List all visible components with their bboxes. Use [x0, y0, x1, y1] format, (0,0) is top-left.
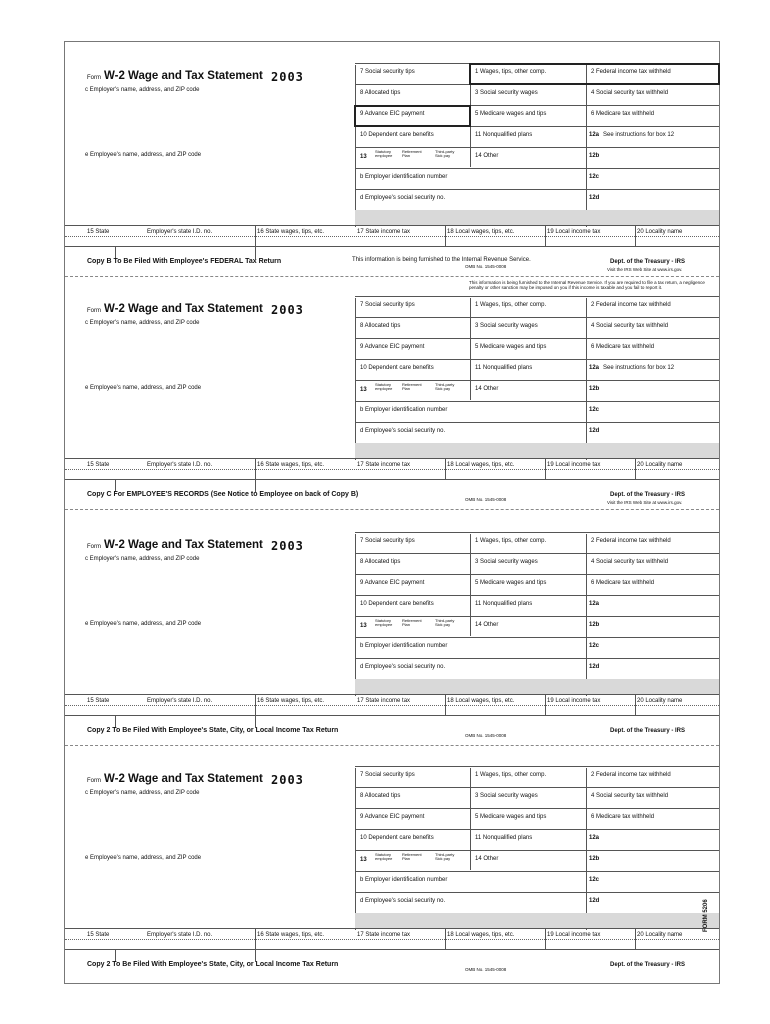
employer-ein-label: b Employer identification number [360, 877, 448, 883]
box5-label: 5 Medicare wages and tips [475, 814, 547, 820]
box1-label: 1 Wages, tips, other comp. [475, 772, 547, 778]
employer-name-label: c Employer's name, address, and ZIP code [85, 790, 200, 796]
box14-label: 14 Other [475, 856, 499, 862]
box10-input[interactable] [360, 139, 465, 146]
employer-name-field[interactable] [85, 328, 350, 380]
box20-label: 20 Locality name [637, 229, 683, 235]
divider-horizontal [355, 787, 719, 788]
box13-label: 13 [360, 857, 367, 863]
box9-input[interactable] [360, 351, 465, 358]
w2-copy-4 [65, 766, 719, 1000]
box14-label: 14 Other [475, 622, 499, 628]
box12d-label: 12d [589, 428, 600, 434]
divider-horizontal [355, 574, 719, 575]
divider-horizontal [355, 616, 719, 617]
box18-label: 18 Local wages, tips, etc. [447, 462, 515, 468]
box8-input[interactable] [360, 97, 465, 104]
form-prefix-label: Form [87, 544, 101, 550]
box12b-input[interactable] [591, 863, 714, 870]
employee-name-label: e Employee's name, address, and ZIP code [85, 152, 202, 158]
box8-label: 8 Allocated tips [360, 559, 401, 565]
employer-ein-input[interactable] [360, 181, 581, 188]
box20-label: 20 Locality name [637, 698, 683, 704]
divider-horizontal [586, 189, 719, 190]
box2-label: 2 Federal income tax withheld [591, 538, 671, 544]
statutory-employee-checkbox-label: Statutory employee [375, 852, 393, 861]
box20-label: 20 Locality name [637, 932, 683, 938]
box19-label: 19 Local income tax [547, 229, 601, 235]
divider-horizontal [355, 595, 719, 596]
box9-label: 9 Advance EIC payment [360, 580, 425, 586]
box4-label: 4 Social security tax withheld [591, 559, 669, 565]
divider-horizontal [586, 892, 719, 893]
box8-label: 8 Allocated tips [360, 323, 401, 329]
box8-input[interactable] [360, 566, 465, 573]
box6-input[interactable] [591, 587, 714, 594]
divider-vertical [586, 65, 587, 227]
irs-website-note: Visit the IRS Web Site at www.irs.gov. [607, 267, 683, 272]
box2-input[interactable] [591, 779, 714, 786]
divider-horizontal [586, 422, 719, 423]
box12b-input[interactable] [591, 629, 714, 636]
box1-label: 1 Wages, tips, other comp. [475, 69, 547, 75]
form-prefix-label: Form [87, 308, 101, 314]
omb-number: OMB No. 1545-0008 [465, 733, 507, 738]
employer-state-id-label: Employer's state I.D. no. [147, 698, 213, 704]
divider-horizontal [586, 658, 719, 659]
divider-horizontal [355, 317, 719, 318]
form-title: W-2 Wage and Tax Statement [104, 773, 263, 785]
divider-horizontal [355, 850, 719, 851]
box10-input[interactable] [360, 608, 465, 615]
box16-label: 16 State wages, tips, etc. [257, 698, 325, 704]
box4-label: 4 Social security tax withheld [591, 793, 669, 799]
box4-label: 4 Social security tax withheld [591, 90, 669, 96]
box12b-label: 12b [589, 153, 600, 159]
employee-name-field[interactable] [85, 863, 350, 925]
box12c-input[interactable] [591, 414, 714, 421]
form-title: W-2 Wage and Tax Statement [104, 539, 263, 551]
irs-info-notice: This information is being furnished to the Internal Revenue Service. [352, 257, 531, 263]
divider-horizontal [65, 715, 719, 716]
box15-state-label: 15 State [87, 932, 110, 938]
box9-label: 9 Advance EIC payment [360, 111, 425, 117]
divider-vertical [586, 768, 587, 930]
box13-label: 13 [360, 387, 367, 393]
divider-vertical [470, 534, 471, 636]
form-prefix-label: Form [87, 75, 101, 81]
omb-number: OMB No. 1545-0008 [465, 967, 507, 972]
employee-ssn-input[interactable] [360, 435, 581, 442]
employee-ssn-input[interactable] [360, 671, 581, 678]
statutory-employee-checkbox-label: Statutory employee [375, 618, 393, 627]
employee-ssn-label: d Employee's social security no. [360, 898, 446, 904]
box16-label: 16 State wages, tips, etc. [257, 462, 325, 468]
box12a-label: 12a [589, 132, 600, 138]
divider-horizontal [65, 225, 719, 226]
copy-footer-title: Copy 2 To Be Filed With Employee's State, City, or Local Income Tax Return [87, 727, 339, 734]
copy-footer-title: Copy C For EMPLOYEE'S RECORDS (See Notice to Employee on back of Copy B) [87, 491, 359, 498]
retirement-plan-checkbox-label: Retirement Plan [402, 618, 422, 627]
divider-vertical [355, 298, 356, 460]
box7-input[interactable] [360, 545, 465, 552]
box12b-input[interactable] [591, 393, 714, 400]
tax-year: 2003 [271, 773, 304, 787]
box6-input[interactable] [591, 351, 714, 358]
box3-label: 3 Social security wages [475, 559, 538, 565]
box19-label: 19 Local income tax [547, 932, 601, 938]
omb-number: OMB No. 1545-0008 [465, 264, 507, 269]
divider-horizontal [65, 479, 719, 480]
box14-label: 14 Other [475, 386, 499, 392]
box11-input[interactable] [475, 842, 581, 849]
irs-website-note: Visit the IRS Web Site at www.irs.gov. [607, 500, 683, 505]
box1-label: 1 Wages, tips, other comp. [475, 538, 547, 544]
box18-label: 18 Local wages, tips, etc. [447, 932, 515, 938]
box2-input[interactable] [591, 545, 714, 552]
box12d-input[interactable] [591, 435, 714, 442]
box3-input[interactable] [475, 330, 581, 337]
box1-label: 1 Wages, tips, other comp. [475, 302, 547, 308]
employer-ein-input[interactable] [360, 650, 581, 657]
employer-name-field[interactable] [85, 798, 350, 850]
form-prefix-label: Form [87, 778, 101, 784]
box9-label: 9 Advance EIC payment [360, 814, 425, 820]
box5-label: 5 Medicare wages and tips [475, 111, 547, 117]
box4-input[interactable] [591, 330, 714, 337]
employee-ssn-label: d Employee's social security no. [360, 428, 446, 434]
divider-vertical [355, 534, 356, 696]
box5-label: 5 Medicare wages and tips [475, 344, 547, 350]
w2-copy-1 [65, 63, 719, 297]
box10-label: 10 Dependent care benefits [360, 835, 434, 841]
box5-input[interactable] [475, 821, 581, 828]
box12d-input[interactable] [591, 905, 714, 912]
box5-input[interactable] [475, 587, 581, 594]
box9-input[interactable] [360, 587, 465, 594]
employee-name-field[interactable] [85, 393, 350, 455]
divider-horizontal [355, 553, 719, 554]
divider-horizontal [355, 380, 719, 381]
box12a-input[interactable] [591, 372, 714, 379]
box3-input[interactable] [475, 566, 581, 573]
omb-number: OMB No. 1545-0008 [465, 497, 507, 502]
box12d-input[interactable] [591, 202, 714, 209]
box6-input[interactable] [591, 118, 714, 125]
dotted-divider [65, 705, 719, 706]
copy-footer-title: Copy 2 To Be Filed With Employee's State, City, or Local Income Tax Return [87, 961, 339, 968]
employer-state-id-label: Employer's state I.D. no. [147, 462, 213, 468]
employer-ein-label: b Employer identification number [360, 174, 448, 180]
perforation-line [65, 745, 719, 746]
divider-horizontal [355, 147, 719, 148]
copy-footer-title: Copy B To Be Filed With Employee's FEDERAL Tax Return [87, 258, 282, 265]
box7-label: 7 Social security tips [360, 538, 415, 544]
tax-year: 2003 [271, 70, 304, 84]
box6-label: 6 Medicare tax withheld [591, 111, 655, 117]
divider-horizontal [355, 829, 719, 830]
box11-input[interactable] [475, 372, 581, 379]
box13-label: 13 [360, 154, 367, 160]
treasury-department-label: Dept. of the Treasury - IRS [610, 962, 686, 968]
box7-input[interactable] [360, 779, 465, 786]
box12d-label: 12d [589, 664, 600, 670]
employee-name-field[interactable] [85, 160, 350, 222]
box11-input[interactable] [475, 139, 581, 146]
employer-ein-label: b Employer identification number [360, 407, 448, 413]
divider-horizontal [65, 928, 719, 929]
treasury-department-label: Dept. of the Treasury - IRS [610, 259, 686, 265]
box12-instructions-note: See instructions for box 12 [603, 365, 675, 371]
box3-input[interactable] [475, 800, 581, 807]
divider-horizontal [355, 359, 719, 360]
divider-horizontal [586, 637, 719, 638]
box12a-label: 12a [589, 601, 600, 607]
box12d-label: 12d [589, 898, 600, 904]
box18-label: 18 Local wages, tips, etc. [447, 698, 515, 704]
box12-instructions-note: See instructions for box 12 [603, 132, 675, 138]
w2-copy-2 [65, 280, 719, 530]
box1-input[interactable] [475, 545, 581, 552]
box12b-label: 12b [589, 856, 600, 862]
box10-input[interactable] [360, 372, 465, 379]
divider-horizontal [355, 338, 719, 339]
divider-horizontal [355, 766, 719, 767]
perforation-line [65, 509, 719, 510]
box12c-label: 12c [589, 174, 600, 180]
divider-horizontal [355, 296, 719, 297]
box10-label: 10 Dependent care benefits [360, 365, 434, 371]
third-party-sick-pay-checkbox-label: Third-party Sick pay [435, 382, 455, 391]
employee-name-label: e Employee's name, address, and ZIP code [85, 855, 202, 861]
box12b-input[interactable] [591, 160, 714, 167]
employer-name-field[interactable] [85, 564, 350, 616]
box17-label: 17 State income tax [357, 932, 411, 938]
dotted-divider [65, 236, 719, 237]
highlighted-box-1-2 [469, 63, 720, 85]
box15-state-label: 15 State [87, 229, 110, 235]
divider-horizontal [586, 871, 719, 872]
shaded-area [355, 443, 719, 458]
tax-year: 2003 [271, 303, 304, 317]
box4-label: 4 Social security tax withheld [591, 323, 669, 329]
box4-input[interactable] [591, 566, 714, 573]
retirement-plan-checkbox-label: Retirement Plan [402, 382, 422, 391]
box3-input[interactable] [475, 97, 581, 104]
employer-ein-input[interactable] [360, 884, 581, 891]
box1-input[interactable] [475, 779, 581, 786]
employee-ssn-input[interactable] [360, 202, 581, 209]
box12c-input[interactable] [591, 181, 714, 188]
box16-label: 16 State wages, tips, etc. [257, 229, 325, 235]
employee-ssn-label: d Employee's social security no. [360, 664, 446, 670]
box12a-label: 12a [589, 365, 600, 371]
box10-input[interactable] [360, 842, 465, 849]
dotted-divider [65, 939, 719, 940]
box3-label: 3 Social security wages [475, 793, 538, 799]
box18-label: 18 Local wages, tips, etc. [447, 229, 515, 235]
box8-input[interactable] [360, 800, 465, 807]
box5-input[interactable] [475, 118, 581, 125]
divider-horizontal [586, 401, 719, 402]
divider-vertical [470, 298, 471, 400]
divider-vertical [355, 768, 356, 930]
box6-label: 6 Medicare tax withheld [591, 344, 655, 350]
box7-label: 7 Social security tips [360, 772, 415, 778]
employer-state-id-label: Employer's state I.D. no. [147, 229, 213, 235]
box20-label: 20 Locality name [637, 462, 683, 468]
box6-input[interactable] [591, 821, 714, 828]
box12a-input[interactable] [591, 139, 714, 146]
divider-horizontal [586, 168, 719, 169]
divider-vertical [355, 65, 356, 227]
shaded-area [355, 913, 719, 928]
shaded-area [355, 679, 719, 694]
form-title: W-2 Wage and Tax Statement [104, 70, 263, 82]
box19-label: 19 Local income tax [547, 462, 601, 468]
box12b-label: 12b [589, 622, 600, 628]
box12d-input[interactable] [591, 671, 714, 678]
box17-label: 17 State income tax [357, 698, 411, 704]
box8-input[interactable] [360, 330, 465, 337]
box12c-label: 12c [589, 407, 600, 413]
box8-label: 8 Allocated tips [360, 90, 401, 96]
box12c-label: 12c [589, 877, 600, 883]
penalty-notice: This information is being furnished to the Internal Revenue Service. If you are required to file a tax return, a negligence penalty or other sanction may be imposed on you if this income is taxable and you fail to report it. [469, 280, 705, 290]
employer-name-label: c Employer's name, address, and ZIP code [85, 556, 200, 562]
box2-input[interactable] [591, 309, 714, 316]
employer-name-label: c Employer's name, address, and ZIP code [85, 320, 200, 326]
box15-state-label: 15 State [87, 698, 110, 704]
employee-name-label: e Employee's name, address, and ZIP code [85, 621, 202, 627]
box3-label: 3 Social security wages [475, 323, 538, 329]
treasury-department-label: Dept. of the Treasury - IRS [610, 728, 686, 734]
retirement-plan-checkbox-label: Retirement Plan [402, 149, 422, 158]
employer-state-id-label: Employer's state I.D. no. [147, 932, 213, 938]
employee-name-label: e Employee's name, address, and ZIP code [85, 385, 202, 391]
box12a-input[interactable] [591, 608, 714, 615]
highlighted-box-9 [354, 105, 471, 127]
box7-input[interactable] [360, 76, 465, 83]
box17-label: 17 State income tax [357, 462, 411, 468]
box2-label: 2 Federal income tax withheld [591, 772, 671, 778]
form-title: W-2 Wage and Tax Statement [104, 303, 263, 315]
box12d-label: 12d [589, 195, 600, 201]
box9-label: 9 Advance EIC payment [360, 344, 425, 350]
box11-label: 11 Nonqualified plans [475, 365, 533, 371]
box7-label: 7 Social security tips [360, 69, 415, 75]
box4-input[interactable] [591, 97, 714, 104]
box12c-input[interactable] [591, 650, 714, 657]
divider-vertical [470, 768, 471, 870]
employer-name-label: c Employer's name, address, and ZIP code [85, 87, 200, 93]
box17-label: 17 State income tax [357, 229, 411, 235]
employer-name-field[interactable] [85, 95, 350, 147]
box19-label: 19 Local income tax [547, 698, 601, 704]
divider-vertical [586, 534, 587, 696]
shaded-area [355, 210, 719, 225]
box11-input[interactable] [475, 608, 581, 615]
form-number-side-label: FORM 5206 [703, 899, 709, 932]
box12a-label: 12a [589, 835, 600, 841]
box8-label: 8 Allocated tips [360, 793, 401, 799]
divider-horizontal [355, 808, 719, 809]
retirement-plan-checkbox-label: Retirement Plan [402, 852, 422, 861]
box13-label: 13 [360, 623, 367, 629]
box5-input[interactable] [475, 351, 581, 358]
box12c-input[interactable] [591, 884, 714, 891]
box3-label: 3 Social security wages [475, 90, 538, 96]
box6-label: 6 Medicare tax withheld [591, 814, 655, 820]
employee-ssn-input[interactable] [360, 905, 581, 912]
box12a-input[interactable] [591, 842, 714, 849]
box1-input[interactable] [475, 309, 581, 316]
box6-label: 6 Medicare tax withheld [591, 580, 655, 586]
divider-horizontal [355, 532, 719, 533]
divider-horizontal [65, 458, 719, 459]
box12b-label: 12b [589, 386, 600, 392]
box11-label: 11 Nonqualified plans [475, 835, 533, 841]
box10-label: 10 Dependent care benefits [360, 601, 434, 607]
w2-copy-3 [65, 532, 719, 766]
box5-label: 5 Medicare wages and tips [475, 580, 547, 586]
box2-label: 2 Federal income tax withheld [591, 69, 671, 75]
box12c-label: 12c [589, 643, 600, 649]
statutory-employee-checkbox-label: Statutory employee [375, 382, 393, 391]
box4-input[interactable] [591, 800, 714, 807]
divider-horizontal [65, 246, 719, 247]
statutory-employee-checkbox-label: Statutory employee [375, 149, 393, 158]
box10-label: 10 Dependent care benefits [360, 132, 434, 138]
box9-input[interactable] [360, 821, 465, 828]
box14-label: 14 Other [475, 153, 499, 159]
box7-label: 7 Social security tips [360, 302, 415, 308]
dotted-divider [65, 469, 719, 470]
box16-label: 16 State wages, tips, etc. [257, 932, 325, 938]
box7-input[interactable] [360, 309, 465, 316]
treasury-department-label: Dept. of the Treasury - IRS [610, 492, 686, 498]
box2-label: 2 Federal income tax withheld [591, 302, 671, 308]
third-party-sick-pay-checkbox-label: Third-party Sick pay [435, 149, 455, 158]
divider-horizontal [65, 949, 719, 950]
employer-ein-label: b Employer identification number [360, 643, 448, 649]
tax-year: 2003 [271, 539, 304, 553]
third-party-sick-pay-checkbox-label: Third-party Sick pay [435, 618, 455, 627]
box15-state-label: 15 State [87, 462, 110, 468]
employer-ein-input[interactable] [360, 414, 581, 421]
employee-name-field[interactable] [85, 629, 350, 691]
employee-ssn-label: d Employee's social security no. [360, 195, 446, 201]
divider-horizontal [65, 694, 719, 695]
box11-label: 11 Nonqualified plans [475, 132, 533, 138]
box11-label: 11 Nonqualified plans [475, 601, 533, 607]
perforation-line [65, 276, 719, 277]
third-party-sick-pay-checkbox-label: Third-party Sick pay [435, 852, 455, 861]
divider-vertical [586, 298, 587, 460]
